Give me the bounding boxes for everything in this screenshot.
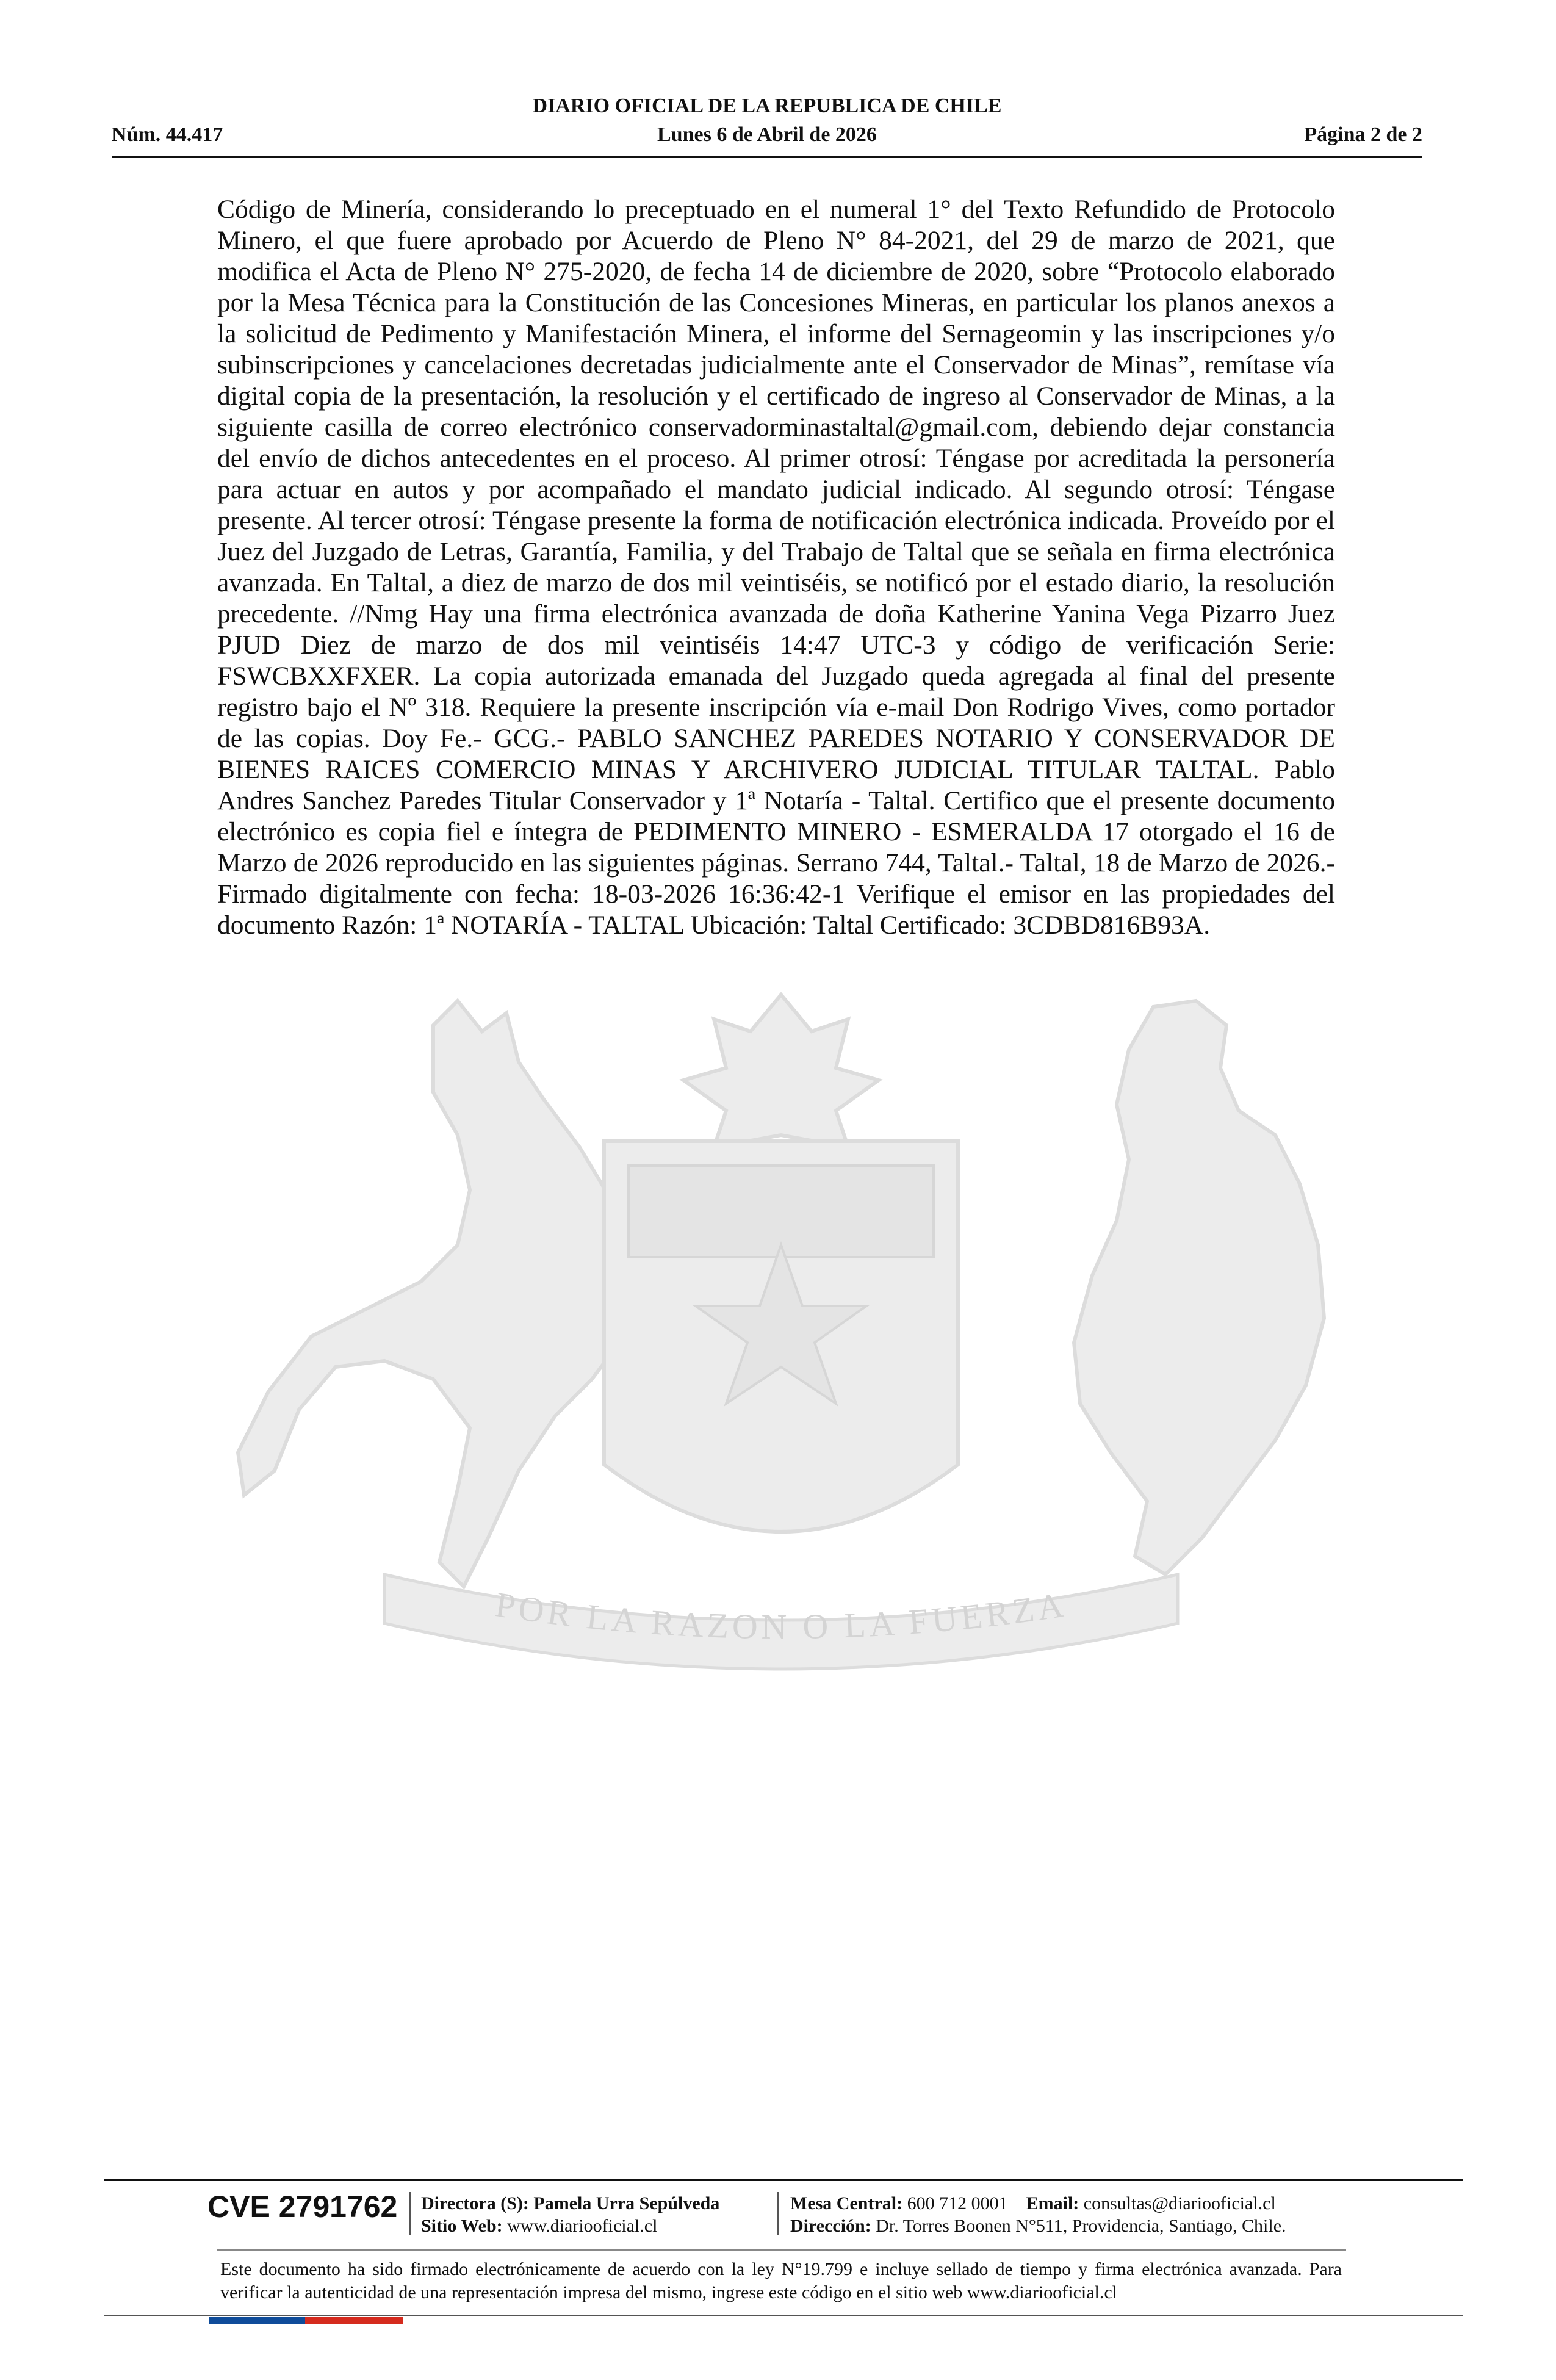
footer-contact-left <box>421 2192 719 2237</box>
huemul-figure <box>238 1001 641 1587</box>
condor-figure <box>1074 1001 1324 1574</box>
issue-number: Núm. 44.417 <box>112 123 223 146</box>
newspaper-title: DIARIO OFICIAL DE LA REPUBLICA DE CHILE <box>532 95 1002 117</box>
directora-label: Directora (S): <box>421 2193 529 2213</box>
footer-separator <box>409 2192 411 2235</box>
direccion-value: Dr. Torres Boonen N°511, Providencia, Santiago, Chile. <box>876 2216 1286 2236</box>
sitio-link[interactable]: www.diariooficial.cl <box>507 2216 658 2236</box>
motto-text: POR LA RAZON O LA FUERZA <box>492 1584 1070 1647</box>
flag-stripe-red <box>305 2317 403 2324</box>
header-rule <box>112 156 1422 158</box>
cve-code: CVE 2791762 <box>207 2190 398 2224</box>
footer-rule-top <box>104 2179 1463 2181</box>
footer-rule-bottom <box>104 2315 1463 2316</box>
plumes <box>683 995 879 1147</box>
footer-separator <box>777 2192 779 2235</box>
flag-stripe-blue <box>209 2317 305 2324</box>
footer-contact-right <box>790 2192 1286 2237</box>
sitio-label: Sitio Web: <box>421 2216 503 2236</box>
directora-value: Pamela Urra Sepúlveda <box>533 2193 720 2213</box>
email-label: Email: <box>1026 2193 1079 2213</box>
coat-of-arms-watermark <box>201 989 1361 1672</box>
document-body-paragraph: Código de Minería, considerando lo preceptuado en el numeral 1° del Texto Refundido de Protocolo Minero, el que fuere aprobado por Acuerdo de Pleno N° 84-2021, del 29 de marzo de 2021, que modifica el Acta de Pleno N° 275-2020, de fecha 14 de diciembre de 2020, sobre “Protocolo elaborado por la Mesa Técnica para la Constitución de las Concesiones Mineras, en particular los planos anexos a la solicitud de Pedimento y Manifestación Minera, el informe del Sernageomin y las inscripciones y/o subinscripciones y cancelaciones decretadas judicialmente ante el Conservador de Minas”, remítase vía digital copia de la presentación, la resolución y el certificado de ingreso al Conservador de Minas, a la siguiente casilla de correo electrónico conservadorminastaltal@gmail.com, debiendo dejar constancia del envío de dichos antecedentes en el proceso. Al primer otrosí: Téngase por acreditada la personería para actuar en autos y por acompañado el mandato judicial indicado. Al segundo otrosí: Téngase presente. Al tercer otrosí: Téngase presente la forma de notificación electrónica indicada. Proveído por el Juez del Juzgado de Letras, Garantía, Familia, y del Trabajo de Taltal que se señala en firma electrónica avanzada. En Taltal, a diez de marzo de dos mil veintiséis, se notificó por el estado diario, la resolución precedente. //Nmg Hay una firma electrónica avanzada de doña Katherine Yanina Vega Pizarro Juez PJUD Diez de marzo de dos mil veintiséis 14:47 UTC-3 y código de verificación Serie: FSWCBXXFXER. La copia autorizada emanada del Juzgado queda agregada al final del presente registro bajo el Nº 318. Requiere la presente inscripción vía e-mail Don Rodrigo Vives, como portador de las copias. Doy Fe.- GCG.- PABLO SANCHEZ PAREDES NOTARIO Y CONSERVADOR DE BIENES RAICES COMERCIO MINAS Y ARCHIVERO JUDICIAL TITULAR TALTAL. Pablo Andres Sanchez Paredes Titular Conservador y 1ª Notaría - Taltal. Certifico que el presente documento electrónico es copia fiel e íntegra de PEDIMENTO MINERO - ESMERALDA 17 otorgado el 16 de Marzo de 2026 reproducido en las siguientes páginas. Serrano 744, Taltal.- Taltal, 18 de Marzo de 2026.- Firmado digitalmente con fecha: 18-03-2026 16:36:42-1 Verifique el emisor en las propiedades del documento Razón: 1ª NOTARÍA - TALTAL Ubicación: Taltal Certificado: 3CDBD816B93A. <box>217 195 1335 940</box>
direccion-label: Dirección: <box>790 2216 871 2236</box>
page-number: Página 2 de 2 <box>1304 123 1422 146</box>
issue-date: Lunes 6 de Abril de 2026 <box>657 123 877 146</box>
electronic-signature-notice: Este documento ha sido firmado electrónicamente de acuerdo con la ley N°19.799 e incluye sellado de tiempo y firma electrónica avanzada. Para verificar la autenticidad de una representación impresa del mismo, ingrese este código en el sitio web www.diariooficial.cl <box>220 2259 1342 2302</box>
mesa-value: 600 712 0001 <box>907 2193 1008 2213</box>
footer-rule-mid <box>217 2249 1346 2251</box>
mesa-label: Mesa Central: <box>790 2193 903 2213</box>
email-link[interactable]: consultas@diariooficial.cl <box>1083 2193 1276 2213</box>
page-header <box>112 95 1422 156</box>
